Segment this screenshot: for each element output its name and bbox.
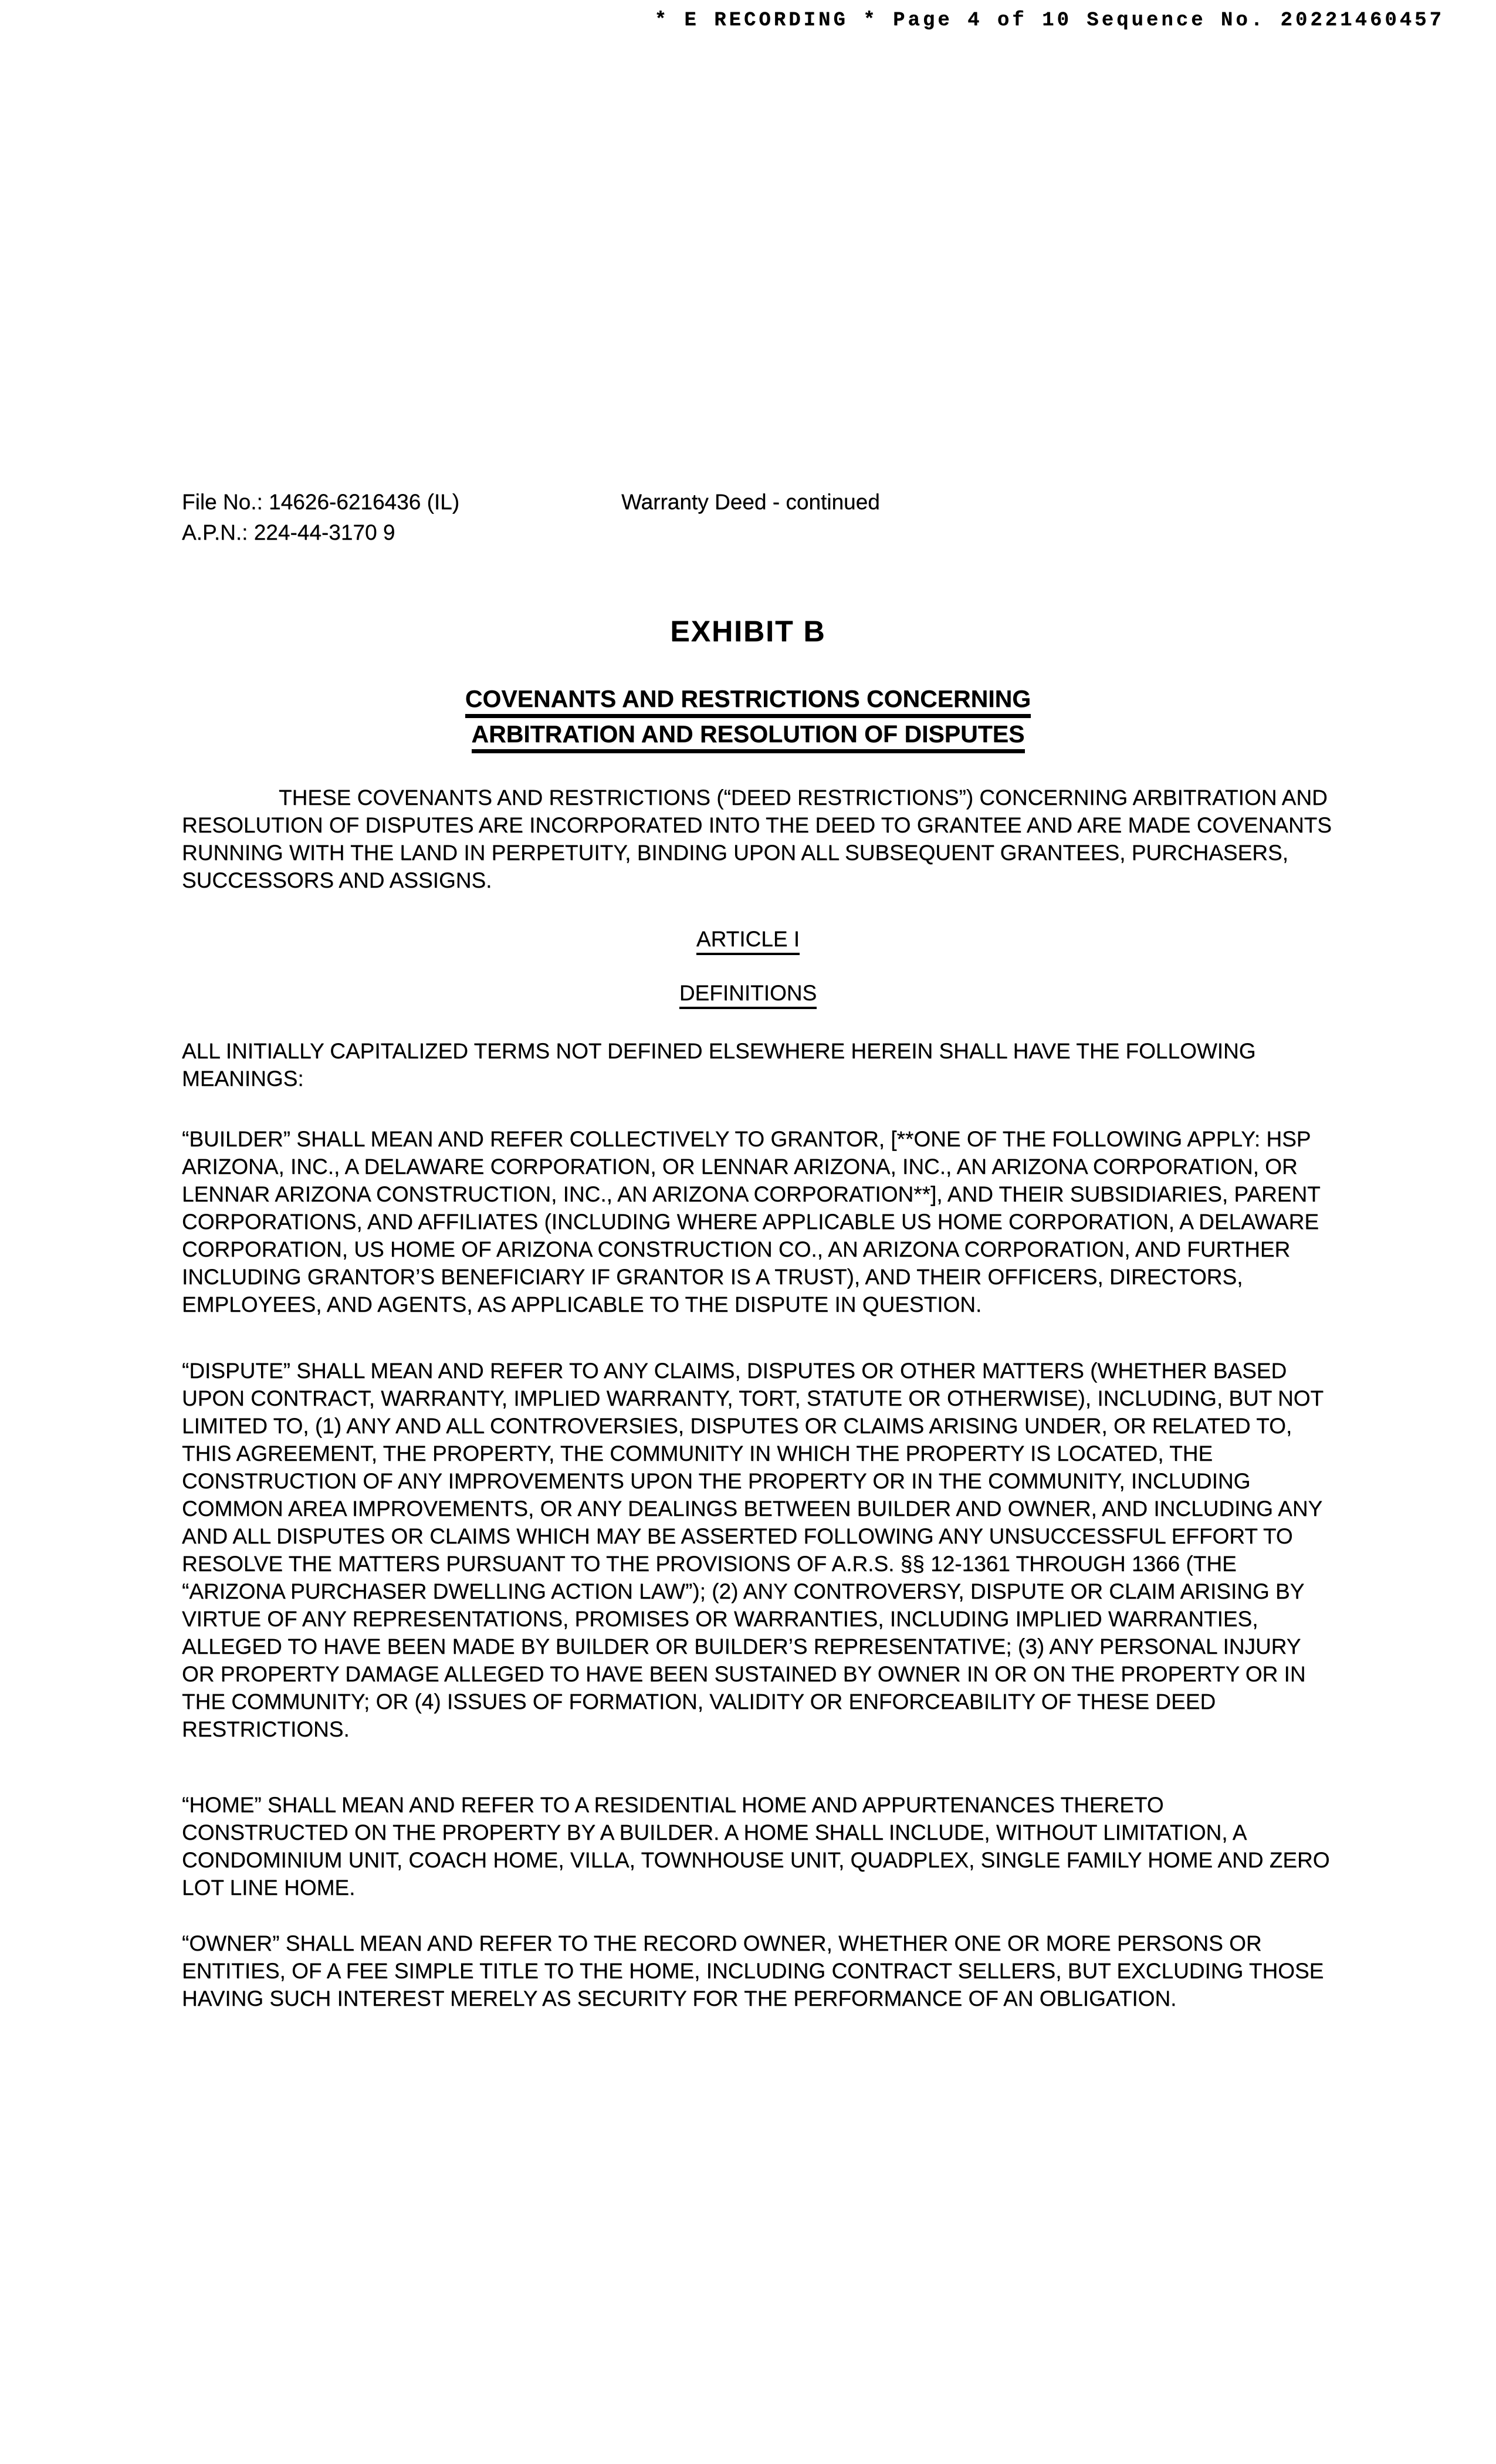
paragraph-home-definition: “HOME” SHALL MEAN AND REFER TO A RESIDENTIAL HOME AND APPURTENANCES THERETO CONSTRUCTED ON THE PROPERTY BY A BUILDER. A HOME SHALL INCLUDE, WITHOUT LIMITATION, A CONDOMINIUM UNIT, COACH HOME, VILLA, TOWNHOUSE UNIT, QUADPLEX, SINGLE FAMILY HOME AND ZERO LOT LINE HOME. — [182, 1793, 1330, 1900]
exhibit-heading-line2: ARBITRATION AND RESOLUTION OF DISPUTES — [472, 720, 1025, 753]
paragraph-builder-definition: “BUILDER” SHALL MEAN AND REFER COLLECTIVELY TO GRANTOR, [**ONE OF THE FOLLOWING APPLY: HSP ARIZONA, INC., A DELAWARE CORPORATION, OR LENNAR ARIZONA, INC., AN ARIZONA CORPORATION, OR LENNAR ARIZONA CONSTRUCTION, INC., AN ARIZONA CORPORATION**], AND THEIR SUBSIDIARIES, PARENT CORPORATIONS, AND AFFILIATES (INCLUDING WHERE APPLICABLE US HOME CORPORATION, A DELAWARE CORPORATION, US HOME OF ARIZONA CONSTRUCTION CO., AN ARIZONA CORPORATION, AND FURTHER INCLUDING GRANTOR’S BENEFICIARY IF GRANTOR IS A TRUST), AND THEIR OFFICERS, DIRECTORS, EMPLOYEES, AND AGENTS, AS APPLICABLE TO THE DISPUTE IN QUESTION. — [182, 1127, 1321, 1316]
exhibit-heading-line1: COVENANTS AND RESTRICTIONS CONCERNING — [465, 685, 1031, 718]
paragraph-intro: THESE COVENANTS AND RESTRICTIONS (“DEED RESTRICTIONS”) CONCERNING ARBITRATION AND RESOLUTION OF DISPUTES ARE INCORPORATED INTO THE DEED TO GRANTEE AND ARE MADE COVENANTS RUNNING WITH THE LAND IN PERPETUITY, BINDING UPON ALL SUBSEQUENT GRANTEES, PURCHASERS, SUCCESSORS AND ASSIGNS. — [182, 786, 1332, 892]
file-number: File No.: 14626-6216436 (IL) — [182, 490, 460, 514]
article-title: ARTICLE I — [696, 927, 800, 955]
paragraph-owner-definition: “OWNER” SHALL MEAN AND REFER TO THE RECORD OWNER, WHETHER ONE OR MORE PERSONS OR ENTITIES, OF A FEE SIMPLE TITLE TO THE HOME, INCLUDING CONTRACT SELLERS, BUT EXCLUDING THOSE HAVING SUCH INTEREST MERELY AS SECURITY FOR THE PERFORMANCE OF AN OBLIGATION. — [182, 1931, 1324, 2011]
paragraph-dispute-definition: “DISPUTE” SHALL MEAN AND REFER TO ANY CLAIMS, DISPUTES OR OTHER MATTERS (WHETHER BASED UPON CONTRACT, WARRANTY, IMPLIED WARRANTY, TORT, STATUTE OR OTHERWISE), INCLUDING, BUT NOT LIMITED TO, (1) ANY AND ALL CONTROVERSIES, DISPUTES OR CLAIMS ARISING UNDER, OR RELATED TO, THIS AGREEMENT, THE PROPERTY, THE COMMUNITY IN WHICH THE PROPERTY IS LOCATED, THE CONSTRUCTION OF ANY IMPROVEMENTS UPON THE PROPERTY OR IN THE COMMUNITY, INCLUDING COMMON AREA IMPROVEMENTS, OR ANY DEALINGS BETWEEN BUILDER AND OWNER, AND INCLUDING ANY AND ALL DISPUTES OR CLAIMS WHICH MAY BE ASSERTED FOLLOWING ANY UNSUCCESSFUL EFFORT TO RESOLVE THE MATTERS PURSUANT TO THE PROVISIONS OF A.R.S. §§ 12-1361 THROUGH 1366 (THE “ARIZONA PURCHASER DWELLING ACTION LAW”); (2) ANY CONTROVERSY, DISPUTE OR CLAIM ARISING BY VIRTUE OF ANY REPRESENTATIONS, PROMISES OR WARRANTIES, INCLUDING IMPLIED WARRANTIES, ALLEGED TO HAVE BEEN MADE BY BUILDER OR BUILDER’S REPRESENTATIVE; (3) ANY PERSONAL INJURY OR PROPERTY DAMAGE ALLEGED TO HAVE BEEN SUSTAINED BY OWNER IN OR ON THE PROPERTY OR IN THE COMMUNITY; OR (4) ISSUES OF FORMATION, VALIDITY OR ENFORCEABILITY OF THESE DEED RESTRICTIONS. — [182, 1359, 1324, 1741]
apn-number: A.P.N.: 224-44-3170 9 — [182, 520, 395, 544]
exhibit-heading-row2 — [182, 717, 1314, 752]
exhibit-heading-row1 — [182, 682, 1314, 717]
definitions-heading — [182, 979, 1314, 1008]
file-info-row — [182, 487, 1332, 517]
recording-header: * E RECORDING * Page 4 of 10 Sequence No. 20221460457 — [654, 9, 1444, 32]
document-body — [182, 615, 1332, 2012]
file-info-block — [182, 487, 1332, 548]
exhibit-title: EXHIBIT B — [670, 615, 826, 648]
document-title: Warranty Deed - continued — [621, 490, 880, 514]
paragraph-definitions-intro: ALL INITIALLY CAPITALIZED TERMS NOT DEFINED ELSEWHERE HEREIN SHALL HAVE THE FOLLOWING MEANINGS: — [182, 1039, 1256, 1091]
exhibit-heading — [182, 682, 1314, 752]
article-heading — [182, 925, 1314, 954]
definitions-title: DEFINITIONS — [679, 981, 817, 1009]
